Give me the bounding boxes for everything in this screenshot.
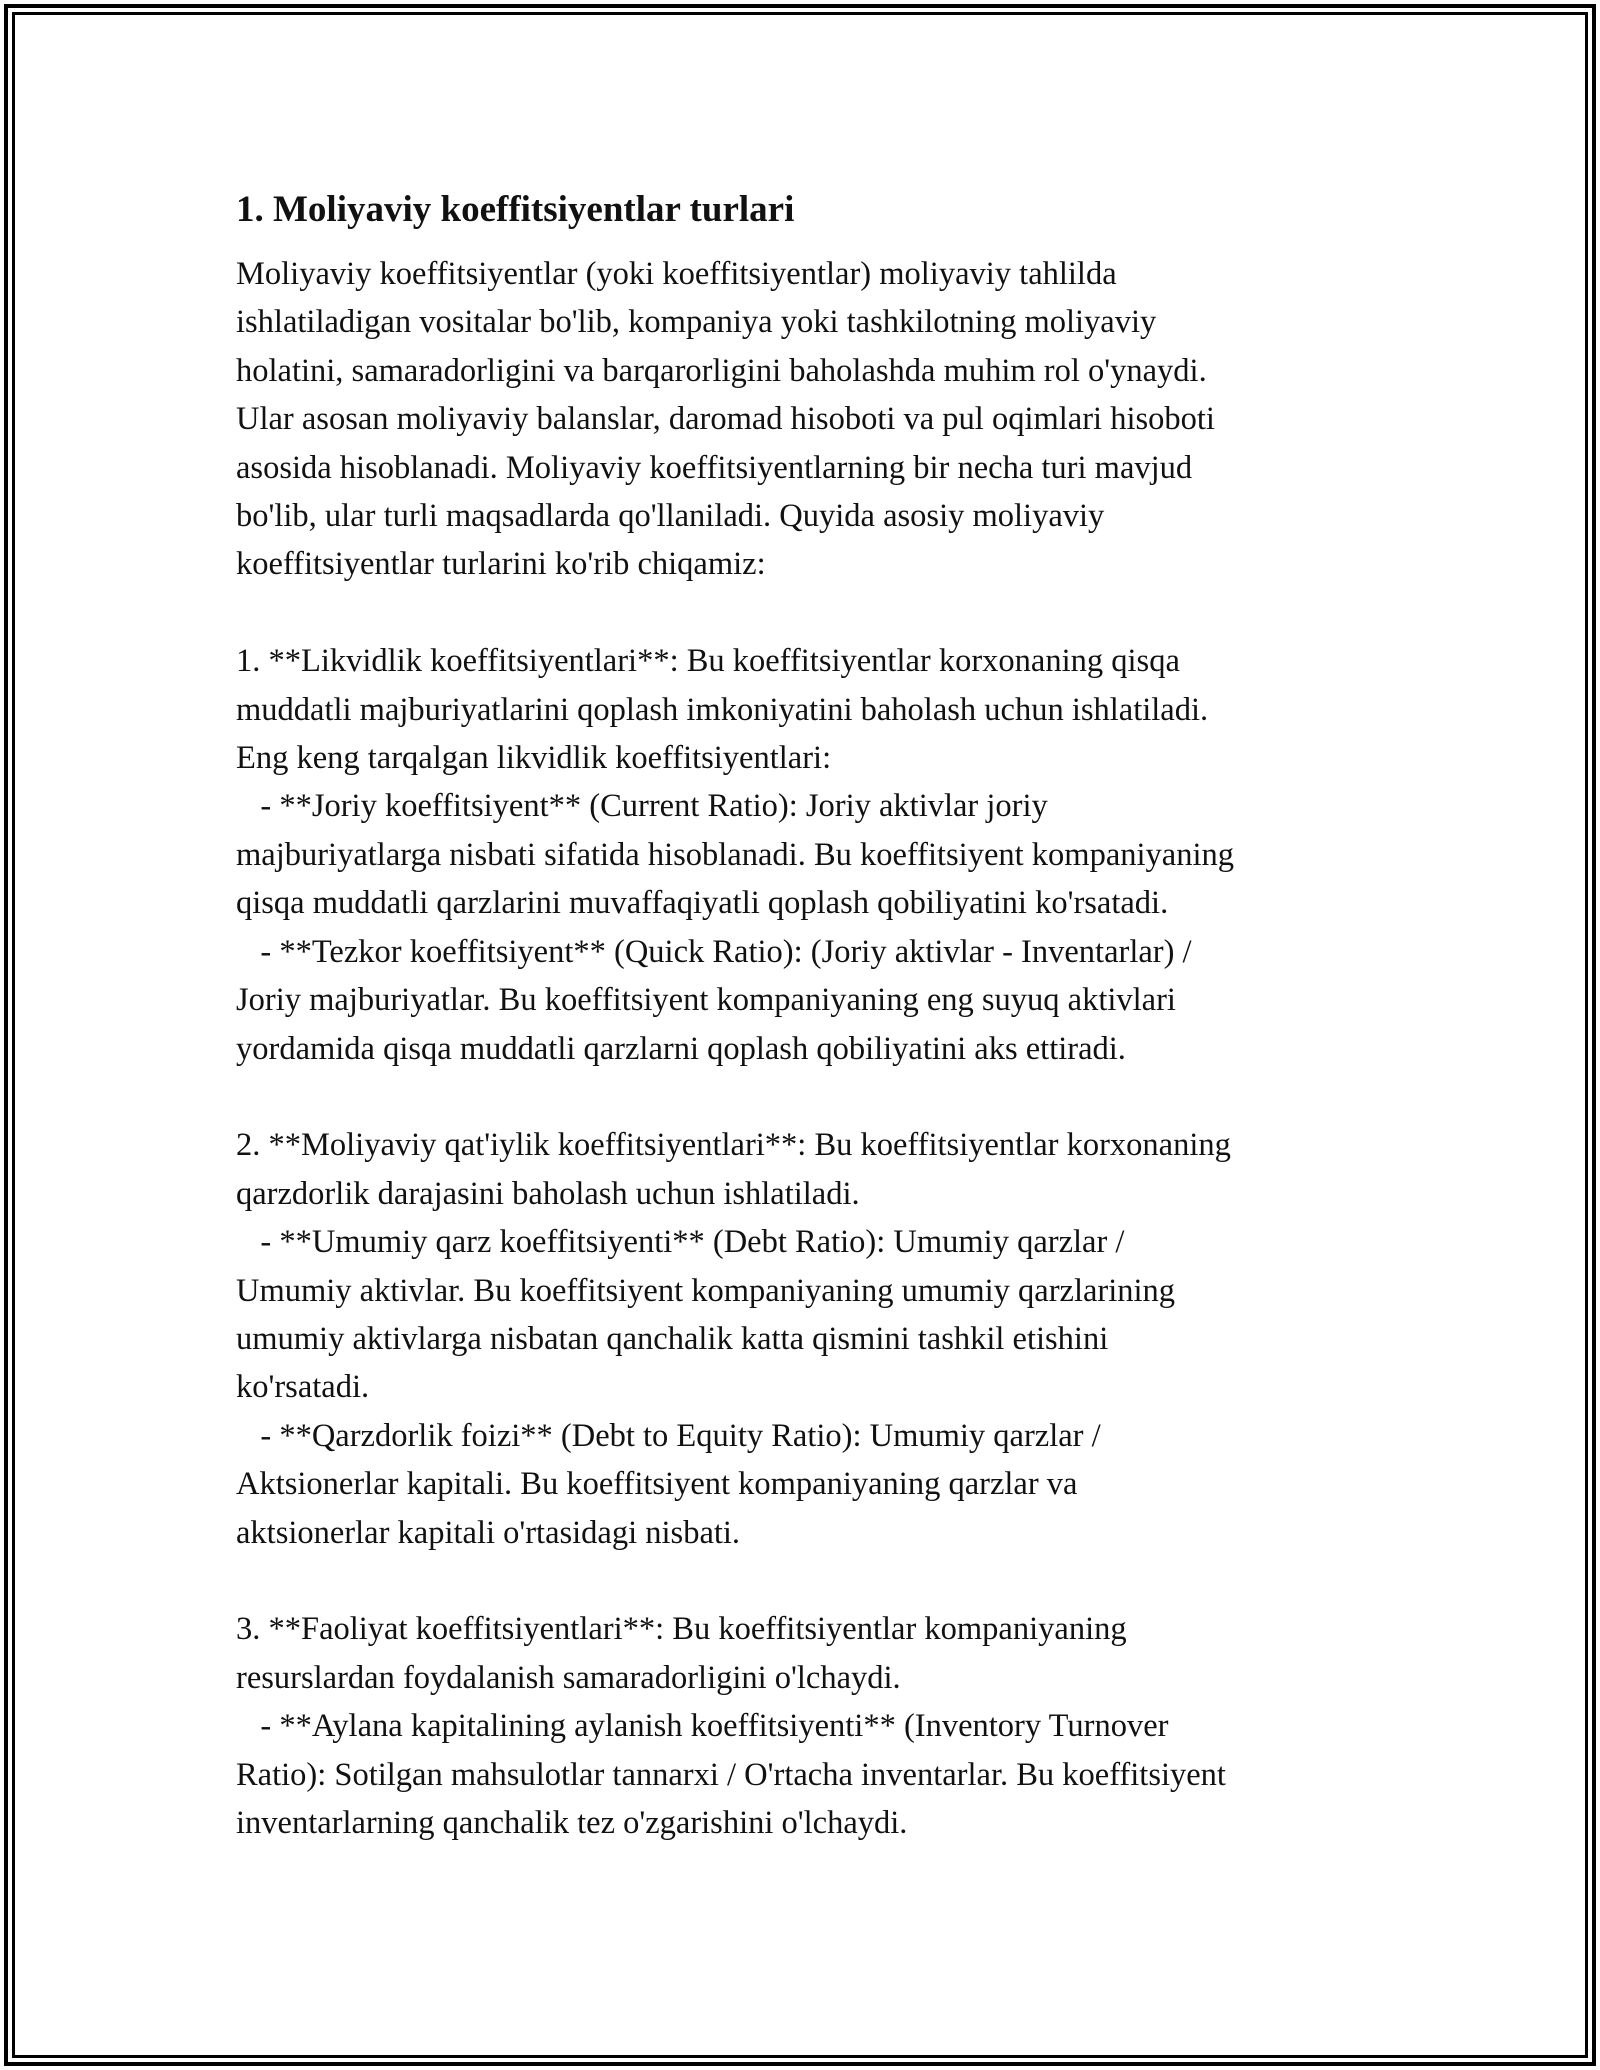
- document-title: 1. Moliyaviy koeffitsiyentlar turlari: [236, 189, 795, 230]
- document-body-text: Moliyaviy koeffitsiyentlar (yoki koeffitsiyentlar) moliyaviy tahlilda ishlatiladigan vositalar bo'lib, kompaniya yoki tashkilotning moliyaviy holatini, samaradorligini va barqarorligini baholashda muhim rol o'ynaydi. Ular asosan moliyaviy balanslar, daromad hisoboti va pul oqimlari hisoboti asosida hisoblanadi. Moliyaviy koeffitsiyentlarning bir necha turi mavjud bo'lib, ular turli maqsadlarda qo'llaniladi. Quyida asosiy moliyaviy koeffitsiyentlar turlarini ko'rib chiqamiz: 1. **Likvidlik koeffitsiyentlari**: Bu koeffitsiyentlar korxonaning qisqa muddatli majburiyatlarini qoplash imkoniyatini baholash uchun ishlatiladi. Eng keng tarqalgan likvidlik koeffitsiyentlari: - **Joriy koeffitsiyent** (Current Ratio): Joriy aktivlar joriy majburiyatlarga nisbati sifatida hisoblanadi. Bu koeffitsiyent kompaniyaning qisqa muddatli qarzlarini muvaffaqiyatli qoplash qobiliyatini ko'rsatadi. - **Tezkor koeffitsiyent** (Quick Ratio): (Joriy aktivlar - Inventarlar) / Joriy majburiyatlar. Bu koeffitsiyent kompaniyaning eng suyuq aktivlari yordamida qisqa muddatli qarzlarni qoplash qobiliyatini aks ettiradi. 2. **Moliyaviy qat'iylik koeffitsiyentlari**: Bu koeffitsiyentlar korxonaning qarzdorlik darajasini baholash uchun ishlatiladi. - **Umumiy qarz koeffitsiyenti** (Debt Ratio): Umumiy qarzlar / Umumiy aktivlar. Bu koeffitsiyent kompaniyaning umumiy qarzlarining umumiy aktivlarga nisbatan qanchalik katta qismini tashkil etishini ko'rsatadi. - **Qarzdorlik foizi** (Debt to Equity Ratio): Umumiy qarzlar / Aktsionerlar kapitali. Bu koeffitsiyent kompaniyaning qarzlar va aktsionerlar kapitali o'rtasidagi nisbati. 3. **Faoliyat koeffitsiyentlari**: Bu koeffitsiyentlar kompaniyaning resurslardan foydalanish samaradorligini o'lchaydi. - **Aylana kapitalining aylanish koeffitsiyenti** (Inventory Turnover Ratio): Sotilgan mahsulotlar tannarxi / O'rtacha inventarlar. Bu koeffitsiyent inventarlarning qanchalik tez o'zgarishini o'lchaydi.: [236, 256, 1234, 1841]
- document-content: [236, 186, 1376, 1847]
